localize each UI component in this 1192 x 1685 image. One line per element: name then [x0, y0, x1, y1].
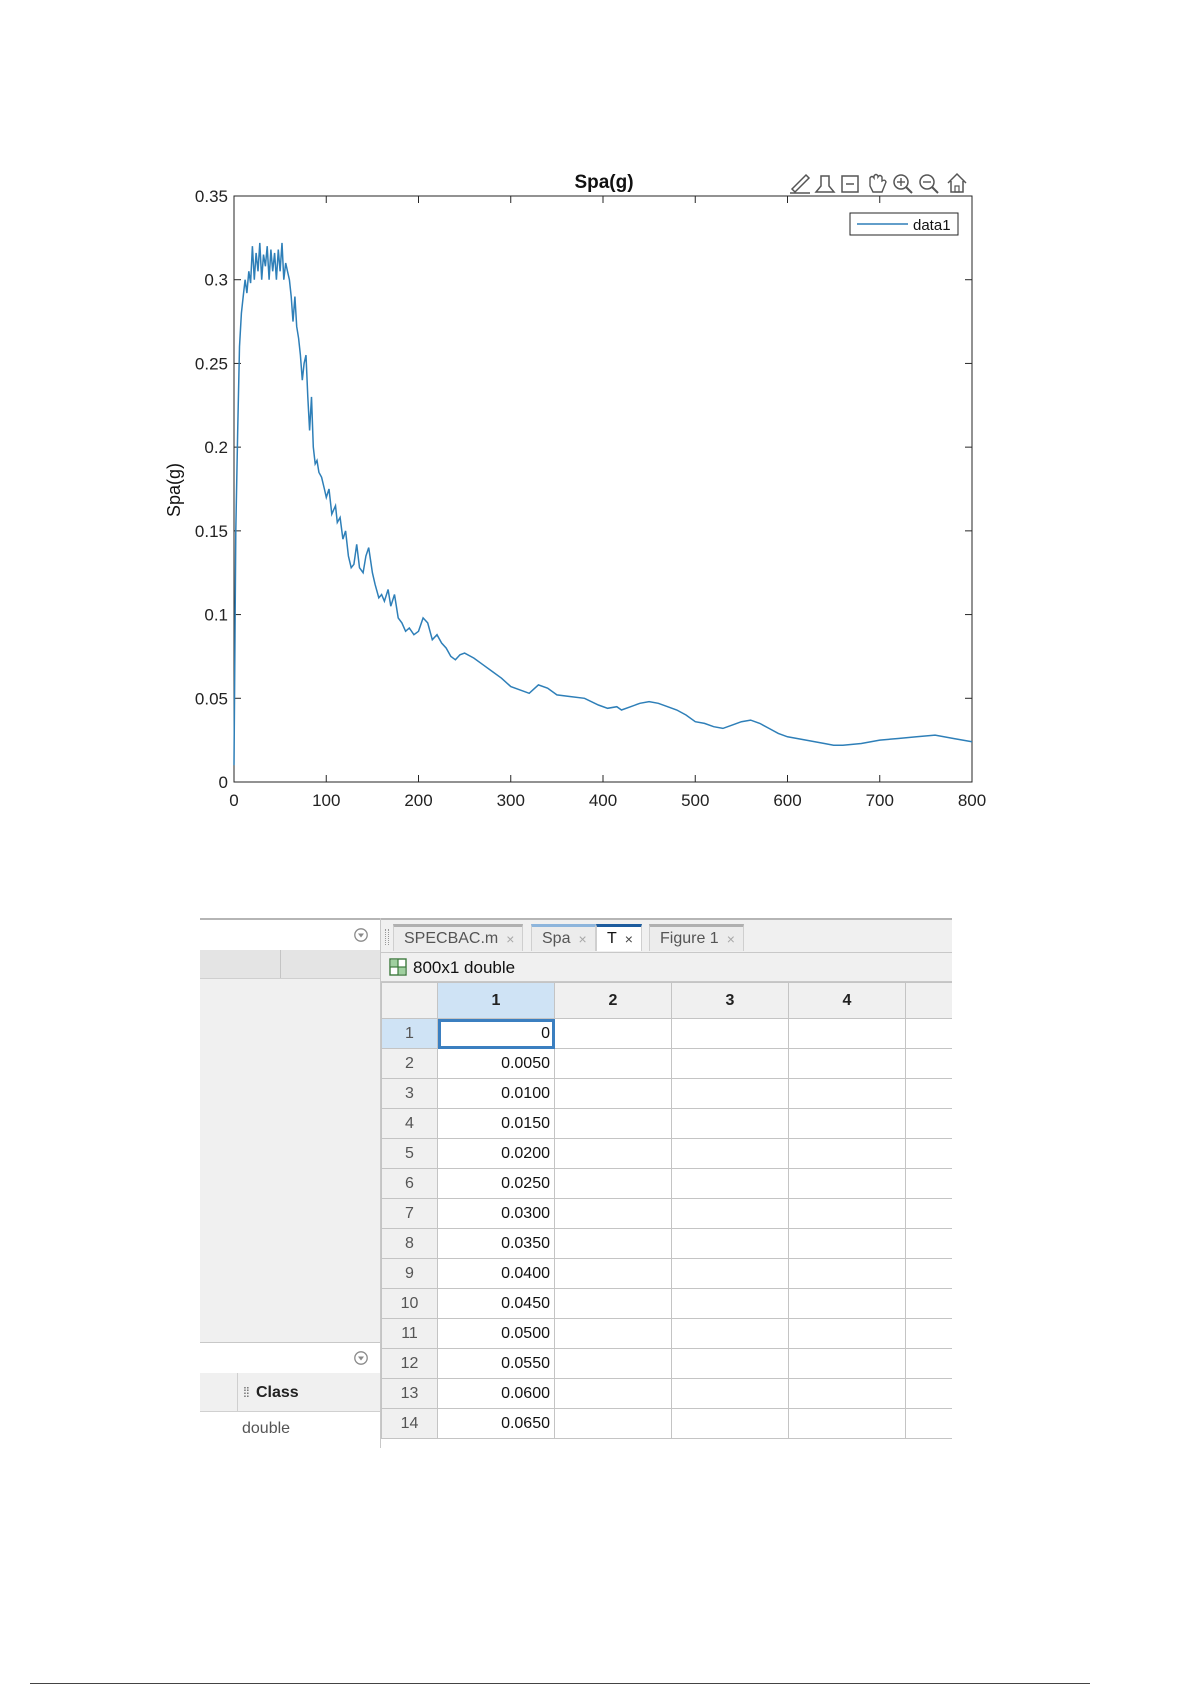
table-cell[interactable]	[906, 1079, 953, 1109]
table-cell[interactable]	[906, 1289, 953, 1319]
table-cell[interactable]	[789, 1199, 906, 1229]
table-row	[382, 1139, 953, 1169]
table-cell[interactable]	[789, 1289, 906, 1319]
table-cell[interactable]	[555, 1319, 672, 1349]
row-header[interactable]: 7	[382, 1199, 438, 1229]
zoom-out-icon[interactable]	[920, 175, 938, 193]
variable-size-label: 800x1 double	[413, 958, 516, 977]
y-tick-label: 0.1	[204, 605, 228, 625]
panel-menu-icon[interactable]	[354, 928, 368, 942]
workspace-header	[200, 1342, 380, 1374]
y-tick-label: 0	[218, 773, 228, 792]
table-cell[interactable]	[906, 1019, 953, 1049]
row-header[interactable]: 8	[382, 1229, 438, 1259]
table-cell[interactable]	[789, 1319, 906, 1349]
table-row	[382, 1319, 953, 1349]
column-header-row	[382, 983, 953, 1019]
x-tick-label: 100	[312, 791, 341, 810]
variable-header	[381, 953, 952, 982]
table-cell[interactable]: 0.0100	[438, 1079, 555, 1109]
x-tick-label: 200	[404, 791, 433, 810]
data-tips-icon[interactable]	[816, 176, 834, 192]
y-tick-label: 0.35	[194, 187, 228, 206]
table-cell[interactable]	[672, 1379, 789, 1409]
table-cell[interactable]	[672, 1019, 789, 1049]
table-cell[interactable]	[789, 1259, 906, 1289]
column-header[interactable]	[906, 983, 953, 1019]
current-folder-header	[200, 920, 380, 951]
table-cell[interactable]	[672, 1319, 789, 1349]
table-cell[interactable]: 0.0200	[438, 1139, 555, 1169]
legend	[850, 213, 958, 235]
table-cell[interactable]	[672, 1169, 789, 1199]
tab-label: T	[607, 930, 617, 947]
y-tick-label: 0.2	[204, 438, 228, 458]
tab-spa[interactable]	[531, 924, 596, 951]
table-cell[interactable]	[555, 1349, 672, 1379]
table-cell[interactable]	[672, 1199, 789, 1229]
column-header[interactable]: 3	[672, 983, 789, 1019]
table-cell[interactable]	[789, 1229, 906, 1259]
workspace-variable-row[interactable]	[200, 1412, 380, 1448]
y-axis-label: Spa(g)	[164, 462, 184, 518]
table-row	[382, 1049, 953, 1079]
table-cell[interactable]: 0.0350	[438, 1229, 555, 1259]
table-cell[interactable]	[672, 1289, 789, 1319]
table-cell[interactable]	[555, 1139, 672, 1169]
table-row	[382, 1349, 953, 1379]
table-cell[interactable]	[906, 1319, 953, 1349]
table-cell[interactable]	[906, 1379, 953, 1409]
folder-file-list	[200, 979, 380, 1339]
table-cell[interactable]: 0.0400	[438, 1259, 555, 1289]
table-cell[interactable]: 0.0650	[438, 1409, 555, 1439]
matrix-variable-icon	[389, 958, 407, 976]
table-cell[interactable]: 0.0250	[438, 1169, 555, 1199]
variable-table	[381, 982, 952, 1439]
table-cell[interactable]: 0.0150	[438, 1109, 555, 1139]
table-cell[interactable]	[789, 1049, 906, 1079]
y-tick-label: 0.3	[204, 270, 228, 290]
figure-toolbar	[790, 174, 966, 193]
workspace-column-headers	[200, 1373, 380, 1412]
table-cell[interactable]	[789, 1109, 906, 1139]
tab-label: Spa	[542, 930, 571, 947]
tab-label: Figure 1	[660, 930, 719, 947]
column-header[interactable]: 4	[789, 983, 906, 1019]
table-cell[interactable]	[906, 1229, 953, 1259]
table-cell[interactable]	[555, 1049, 672, 1079]
row-header[interactable]: 3	[382, 1079, 438, 1109]
table-cell[interactable]	[672, 1079, 789, 1109]
table-cell[interactable]: 0.0050	[438, 1049, 555, 1079]
table-cell[interactable]: 0.0300	[438, 1199, 555, 1229]
tab-specbac[interactable]	[393, 924, 523, 951]
table-cell[interactable]	[672, 1229, 789, 1259]
table-cell[interactable]	[906, 1109, 953, 1139]
page-bottom-rule	[30, 1683, 1090, 1684]
data-cursor-icon[interactable]	[842, 176, 858, 192]
pan-hand-icon[interactable]	[870, 175, 886, 193]
table-cell[interactable]	[555, 1289, 672, 1319]
table-cell[interactable]	[906, 1259, 953, 1289]
table-cell[interactable]	[906, 1199, 953, 1229]
x-tick-label: 700	[865, 791, 894, 810]
table-cell[interactable]: 0.0600	[438, 1379, 555, 1409]
table-row	[382, 1169, 953, 1199]
table-cell[interactable]	[906, 1049, 953, 1079]
column-header[interactable]: 1	[438, 983, 555, 1019]
folder-column-header	[200, 950, 380, 979]
row-header[interactable]: 14	[382, 1409, 438, 1439]
table-cell[interactable]: 0	[438, 1019, 555, 1049]
table-row	[382, 1199, 953, 1229]
close-icon[interactable]: ×	[506, 931, 515, 947]
row-header[interactable]: 10	[382, 1289, 438, 1319]
close-icon[interactable]: ×	[578, 931, 587, 947]
table-row	[382, 1019, 953, 1049]
table-row	[382, 1289, 953, 1319]
row-header[interactable]: 4	[382, 1109, 438, 1139]
class-column-header[interactable]: Class	[256, 1384, 299, 1401]
table-cell[interactable]	[672, 1349, 789, 1379]
grid-body	[382, 1019, 953, 1439]
home-restore-view-icon[interactable]	[948, 174, 966, 192]
table-cell[interactable]	[906, 1139, 953, 1169]
row-header[interactable]: 2	[382, 1049, 438, 1079]
row-header[interactable]: 6	[382, 1169, 438, 1199]
x-tick-label: 0	[229, 791, 239, 810]
table-cell[interactable]	[555, 1229, 672, 1259]
left-panel	[200, 918, 381, 1448]
table-cell[interactable]	[672, 1409, 789, 1439]
edit-brush-icon[interactable]	[790, 175, 810, 193]
table-cell[interactable]	[555, 1409, 672, 1439]
table-cell[interactable]	[555, 1079, 672, 1109]
table-cell[interactable]	[555, 1379, 672, 1409]
close-icon[interactable]: ×	[624, 931, 633, 947]
table-cell[interactable]	[789, 1409, 906, 1439]
column-grip-icon[interactable]: ⁞⁞	[243, 1384, 249, 1400]
matlab-desktop-panels	[200, 918, 952, 1448]
table-cell[interactable]: 0.0550	[438, 1349, 555, 1379]
x-tick-label: 800	[957, 791, 987, 810]
table-cell[interactable]	[672, 1109, 789, 1139]
table-cell[interactable]	[906, 1349, 953, 1379]
matlab-figure	[0, 0, 1192, 820]
table-cell[interactable]	[672, 1259, 789, 1289]
table-cell[interactable]	[906, 1409, 953, 1439]
table-cell[interactable]	[672, 1139, 789, 1169]
table-row	[382, 1379, 953, 1409]
table-cell[interactable]	[789, 1379, 906, 1409]
row-header[interactable]: 5	[382, 1139, 438, 1169]
table-cell[interactable]	[555, 1169, 672, 1199]
x-tick-labels	[229, 791, 986, 810]
chart-title: Spa(g)	[574, 172, 634, 193]
legend-label: data1	[913, 217, 951, 234]
table-cell[interactable]	[555, 1109, 672, 1139]
table-cell[interactable]: 0.0500	[438, 1319, 555, 1349]
close-icon[interactable]: ×	[726, 931, 735, 947]
tab-figure-1[interactable]	[649, 924, 744, 951]
tab-label: SPECBAC.m	[404, 930, 499, 947]
table-cell[interactable]	[789, 1019, 906, 1049]
y-tick-label: 0.05	[194, 689, 228, 709]
tab-bar-grip-icon[interactable]	[385, 929, 389, 945]
column-divider[interactable]	[280, 950, 281, 978]
table-row	[382, 1259, 953, 1289]
variables-editor	[381, 918, 952, 1448]
table-row	[382, 1229, 953, 1259]
axes-box	[234, 196, 972, 782]
table-cell[interactable]: 0.0450	[438, 1289, 555, 1319]
table-cell[interactable]	[672, 1049, 789, 1079]
row-header[interactable]: 12	[382, 1349, 438, 1379]
editor-tab-bar	[381, 920, 952, 953]
x-tick-label: 400	[588, 791, 618, 810]
row-header[interactable]: 11	[382, 1319, 438, 1349]
zoom-in-icon[interactable]	[894, 175, 912, 193]
table-cell[interactable]	[906, 1169, 953, 1199]
corner-cell[interactable]	[382, 983, 438, 1019]
column-divider[interactable]	[237, 1373, 238, 1411]
variable-class-cell: double	[242, 1420, 291, 1437]
table-cell[interactable]	[555, 1019, 672, 1049]
variable-grid	[381, 982, 952, 1448]
table-cell[interactable]	[789, 1139, 906, 1169]
x-tick-label: 300	[496, 791, 525, 810]
x-tick-label: 600	[773, 791, 802, 810]
table-cell[interactable]	[789, 1349, 906, 1379]
panel-menu-icon[interactable]	[354, 1351, 368, 1365]
row-header[interactable]: 9	[382, 1259, 438, 1289]
table-cell[interactable]	[789, 1079, 906, 1109]
row-header[interactable]: 13	[382, 1379, 438, 1409]
x-tick-label: 500	[681, 791, 710, 810]
y-tick-label: 0.25	[194, 354, 228, 374]
table-row	[382, 1109, 953, 1139]
table-row	[382, 1409, 953, 1439]
y-tick-label: 0.15	[194, 521, 228, 541]
table-cell[interactable]	[555, 1259, 672, 1289]
tab-t[interactable]	[596, 924, 642, 951]
y-tick-labels	[195, 187, 228, 792]
column-header[interactable]: 2	[555, 983, 672, 1019]
table-row	[382, 1079, 953, 1109]
table-cell[interactable]	[555, 1199, 672, 1229]
row-header[interactable]: 1	[382, 1019, 438, 1049]
table-cell[interactable]	[789, 1169, 906, 1199]
